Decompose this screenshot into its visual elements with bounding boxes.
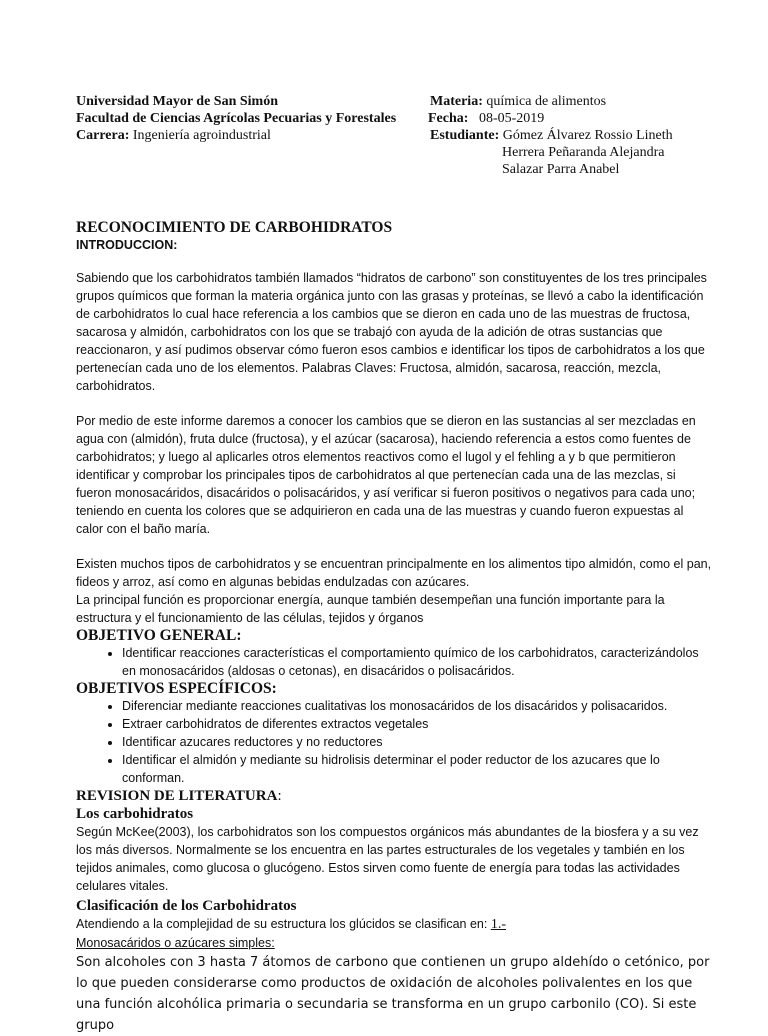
faculty-name: Facultad de Ciencias Agrícolas Pecuarias y Forestales (76, 111, 397, 126)
intro-paragraph-4: La principal función es proporcionar energía, aunque también desempeñan una función importante para la estructura y el funcionamiento de las células, tejidos y órganos (76, 593, 665, 625)
list-item: • Identificar reacciones características el comportamiento químico de los carbohidratos, caracterizándolos en monosacáridos (aldosas o cetonas), en disacáridos o polisacáridos. (122, 644, 712, 680)
clasificacion-intro: Atendiendo a la complejidad de su estructura los glúcidos se clasifican en: 1.- (76, 917, 507, 932)
monosacaridos-paragraph: Son alcoholes con 3 hasta 7 átomos de carbono que contienen un grupo aldehído o cetónico, por lo que pueden considerarse como productos de oxidación de alcoholes polivalentes en los que una función alcohólica primaria o secundaria se transforma en un grupo carbonilo (CO). Si este grupo (76, 955, 710, 1033)
intro-paragraph-2: Por medio de este informe daremos a conocer los cambios que se dieron en las sustancias al ser mezcladas en agua con (almidón), fruta dulce (fructosa), y el azúcar (sacarosa), haciendo referencia a estos como fuentes de carbohidratos; y luego al aplicarles otros elementos reactivos como el lugol y el fehling a y b que permitieron identificar y comprobar los principales tipos de carbohidratos al que pertenecían cada una de las mezclas, si fueron monosacáridos, disacáridos o polisacáridos, y así verificar si fueron positivos o negativos para cada uno; teniendo en cuenta los colores que se adquirieron en cada una de las muestras y cuando fueron expuestas al calor con el baño maría. (76, 414, 696, 536)
career-line: Carrera: Ingeniería agroindustrial (76, 128, 271, 143)
subject-line: Materia: química de alimentos (430, 94, 607, 109)
objetivos-especificos-heading: OBJETIVOS ESPECÍFICOS: (76, 680, 277, 697)
carbohidratos-subheading: Los carbohidratos (76, 806, 194, 822)
list-item: • Identificar azucares reductores y no reductores (122, 733, 712, 751)
list-item: • Extraer carbohidratos de diferentes extractos vegetales (122, 715, 712, 733)
header-right (430, 93, 730, 178)
monosacaridos-heading: Monosacáridos o azúcares simples: (76, 936, 275, 950)
intro-paragraph-3: Existen muchos tipos de carbohidratos y se encuentran principalmente en los alimentos tipo almidón, como el pan, fideos y arroz, así como en algunas bebidas endulzadas con azúcares. (76, 557, 712, 589)
university-name: Universidad Mayor de San Simón (76, 94, 278, 109)
objetivo-general-heading: OBJETIVO GENERAL: (76, 627, 242, 644)
student-3: Salazar Parra Anabel (502, 162, 620, 177)
student-2: Herrera Peñaranda Alejandra (502, 145, 665, 160)
carbohidratos-paragraph: Según McKee(2003), los carbohidratos son los compuestos orgánicos más abundantes de la biosfera y a su vez los más diversos. Normalmente se los encuentra en las partes estructurales de los vegetales y también en los tejidos animales, como glucosa o glucógeno. Estos sirven como fuente de energía para todas las actividades celulares vitales. (76, 825, 699, 893)
document-body (76, 218, 712, 1036)
date-line: Fecha: 08-05-2019 (428, 111, 545, 126)
objetivo-general-list (76, 644, 712, 680)
document-title: RECONOCIMIENTO DE CARBOHIDRATOS (76, 219, 393, 236)
revision-heading: REVISION DE LITERATURA: (76, 788, 282, 804)
list-item: • Diferenciar mediante reacciones cualitativas los monosacáridos de los disacáridos y polisacaridos. (122, 697, 712, 715)
intro-paragraph-1: Sabiendo que los carbohidratos también llamados “hidratos de carbono” son constituyentes de los tres principales grupos químicos que forman la materia orgánica junto con las grasas y proteínas, se llevó a cabo la identificación de carbohidratos lo cual hace referencia a los cambios que se dieron en cada uno de las muestras de fructosa, sacarosa y almidón, carbohidratos con los que se trabajó con ayuda de la adición de otras sustancias que reaccionaron, y así pudimos observar cómo fueron esos cambios e identificar los tipos de carbohidratos a los que pertenecían cada uno de los elementos. Palabras Claves: Fructosa, almidón, sacarosa, reacción, mezcla, carbohidratos. (76, 271, 707, 393)
list-item: • Identificar el almidón y mediante su hidrolisis determinar el poder reductor de los azucares que lo conforman. (122, 751, 712, 787)
clasificacion-subheading: Clasificación de los Carbohidratos (76, 898, 297, 914)
header-left (76, 93, 426, 144)
intro-heading: INTRODUCCION: (76, 238, 178, 252)
objetivos-especificos-list (76, 697, 712, 787)
students-line: Estudiante: Gómez Álvarez Rossio Lineth (430, 128, 673, 143)
